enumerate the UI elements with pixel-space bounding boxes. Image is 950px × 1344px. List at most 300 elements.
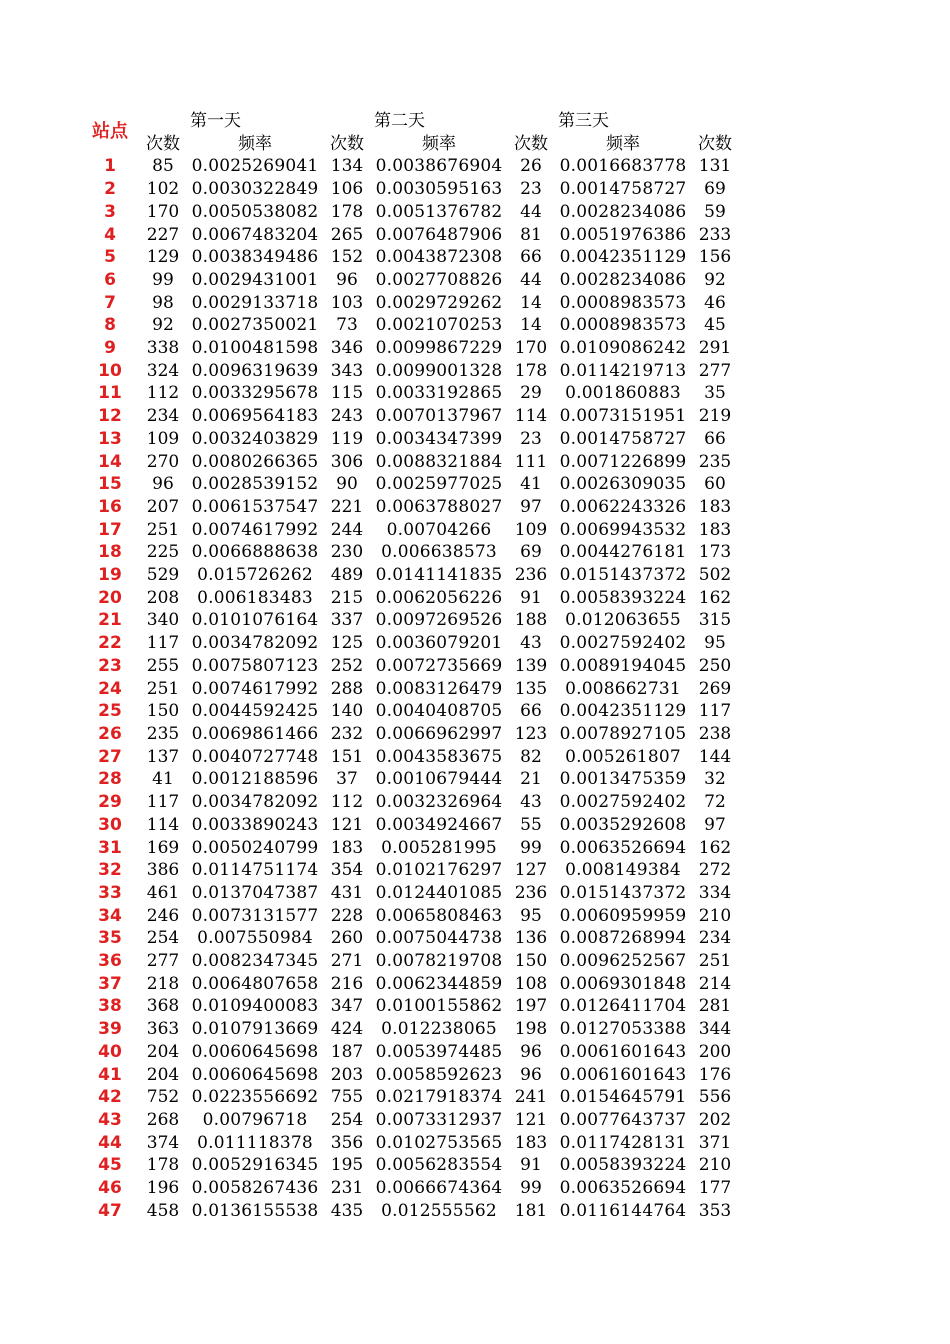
day3-freq-cell[interactable]: 0.008662731 [565,678,681,699]
day2-count-cell[interactable]: 231 [330,1178,364,1199]
day3-freq-cell[interactable]: 0.0014758727 [559,179,687,200]
day3-freq-cell[interactable]: 0.0013475359 [559,769,687,790]
day2-freq-cell[interactable]: 0.005281995 [381,837,497,858]
site-cell[interactable]: 46 [98,1178,122,1199]
day2-count-cell[interactable]: 37 [336,769,358,790]
day1-count-cell[interactable]: 529 [146,565,180,586]
day3-count-cell[interactable]: 139 [514,655,548,676]
day1-count-cell[interactable]: 368 [146,996,180,1017]
site-cell[interactable]: 29 [98,792,122,813]
count-header[interactable]: 次数 [146,133,180,154]
day4-count-cell[interactable]: 238 [698,723,732,744]
day3-freq-cell[interactable]: 0.0073151951 [559,406,687,427]
day2-freq-cell[interactable]: 0.0083126479 [375,678,503,699]
day3-freq-cell[interactable]: 0.0063526694 [559,1178,687,1199]
day3-count-cell[interactable]: 14 [520,315,542,336]
site-cell[interactable]: 17 [98,519,122,540]
day3-count-cell[interactable]: 197 [514,996,548,1017]
day2-freq-cell[interactable]: 0.0029729262 [375,292,503,313]
day2-freq-cell[interactable]: 0.0043872308 [375,247,503,268]
day3-count-cell[interactable]: 109 [514,519,548,540]
day3-count-cell[interactable]: 178 [514,360,548,381]
day4-count-cell[interactable]: 35 [704,383,726,404]
day2-count-cell[interactable]: 288 [330,678,364,699]
day1-freq-cell[interactable]: 0.0101076164 [191,610,319,631]
day4-count-cell[interactable]: 214 [698,973,732,994]
day1-count-cell[interactable]: 268 [146,1109,180,1130]
day3-count-cell[interactable]: 44 [520,269,542,290]
day2-count-cell[interactable]: 183 [330,837,364,858]
day1-freq-cell[interactable]: 0.0030322849 [191,179,319,200]
day2-freq-cell[interactable]: 0.0027708826 [375,269,503,290]
day1-freq-cell[interactable]: 0.006183483 [197,587,313,608]
day2-freq-cell[interactable]: 0.0033192865 [375,383,503,404]
day1-count-cell[interactable]: 102 [146,179,180,200]
day1-freq-cell[interactable]: 0.0050240799 [191,837,319,858]
day1-count-cell[interactable]: 234 [146,406,180,427]
day2-count-cell[interactable]: 73 [336,315,358,336]
day1-freq-cell[interactable]: 0.0136155538 [191,1200,319,1221]
day2-count-cell[interactable]: 125 [330,633,364,654]
day2-freq-cell[interactable]: 0.0051376782 [375,201,503,222]
day3-freq-cell[interactable]: 0.0051976386 [559,224,687,245]
site-cell[interactable]: 43 [98,1109,122,1130]
day1-freq-cell[interactable]: 0.0074617992 [191,519,319,540]
day3-freq-cell[interactable]: 0.001860883 [565,383,681,404]
day1-freq-cell[interactable]: 0.0038349486 [191,247,319,268]
day2-freq-cell[interactable]: 0.0021070253 [375,315,503,336]
day1-freq-cell[interactable]: 0.0066888638 [191,542,319,563]
day4-count-cell[interactable]: 46 [704,292,726,313]
day4-count-cell[interactable]: 183 [698,496,732,517]
site-cell[interactable]: 20 [98,587,122,608]
day3-count-cell[interactable]: 99 [520,837,542,858]
day3-count-cell[interactable]: 43 [520,633,542,654]
day2-count-cell[interactable]: 243 [330,406,364,427]
day4-count-cell[interactable]: 502 [698,565,732,586]
day3-count-cell[interactable]: 123 [514,723,548,744]
day3-freq-cell[interactable]: 0.0061601643 [559,1064,687,1085]
day1-freq-cell[interactable]: 0.0107913669 [191,1019,319,1040]
site-cell[interactable]: 6 [104,269,116,290]
day1-count-cell[interactable]: 178 [146,1155,180,1176]
day3-count-cell[interactable]: 43 [520,792,542,813]
day2-freq-cell[interactable]: 0.0043583675 [375,746,503,767]
site-cell[interactable]: 37 [98,973,122,994]
day3-count-cell[interactable]: 181 [514,1200,548,1221]
site-cell[interactable]: 9 [104,338,116,359]
day2-count-cell[interactable]: 265 [330,224,364,245]
day1-freq-cell[interactable]: 0.0040727748 [191,746,319,767]
day1-count-cell[interactable]: 150 [146,701,180,722]
day1-freq-cell[interactable]: 0.0069861466 [191,723,319,744]
day2-freq-cell[interactable]: 0.0217918374 [375,1087,503,1108]
day1-freq-cell[interactable]: 0.0074617992 [191,678,319,699]
day2-freq-cell[interactable]: 0.0072735669 [375,655,503,676]
day1-count-cell[interactable]: 374 [146,1132,180,1153]
day4-count-cell[interactable]: 69 [704,179,726,200]
day3-freq-cell[interactable]: 0.0044276181 [559,542,687,563]
day3-count-cell[interactable]: 82 [520,746,542,767]
day4-count-cell[interactable]: 117 [698,701,732,722]
day2-freq-cell[interactable]: 0.012238065 [381,1019,497,1040]
day3-freq-cell[interactable]: 0.0008983573 [559,315,687,336]
day3-freq-cell[interactable]: 0.012063655 [565,610,681,631]
day1-count-cell[interactable]: 96 [152,474,174,495]
day3-count-cell[interactable]: 170 [514,338,548,359]
day3-count-cell[interactable]: 111 [514,451,548,472]
day3-count-cell[interactable]: 81 [520,224,542,245]
day2-freq-cell[interactable]: 0.0062344859 [375,973,503,994]
day4-count-cell[interactable]: 97 [704,814,726,835]
day3-freq-cell[interactable]: 0.0087268994 [559,928,687,949]
day2-count-cell[interactable]: 271 [330,951,364,972]
day2-freq-cell[interactable]: 0.0062056226 [375,587,503,608]
day3-count-cell[interactable]: 23 [520,428,542,449]
site-cell[interactable]: 15 [98,474,122,495]
day4-count-cell[interactable]: 315 [698,610,732,631]
site-cell[interactable]: 36 [98,951,122,972]
day1-count-cell[interactable]: 386 [146,860,180,881]
count-header[interactable]: 次数 [330,133,364,154]
day2-count-cell[interactable]: 96 [336,269,358,290]
day3-freq-cell[interactable]: 0.0078927105 [559,723,687,744]
day1-count-cell[interactable]: 204 [146,1064,180,1085]
day1-freq-cell[interactable]: 0.0058267436 [191,1178,319,1199]
day2-freq-cell[interactable]: 0.0040408705 [375,701,503,722]
day2-freq-cell[interactable]: 0.006638573 [381,542,497,563]
day4-count-cell[interactable]: 162 [698,587,732,608]
day2-count-cell[interactable]: 134 [330,156,364,177]
day4-count-cell[interactable]: 176 [698,1064,732,1085]
day4-count-cell[interactable]: 92 [704,269,726,290]
day2-count-cell[interactable]: 178 [330,201,364,222]
day3-count-cell[interactable]: 99 [520,1178,542,1199]
day1-freq-cell[interactable]: 0.0082347345 [191,951,319,972]
day2-count-cell[interactable]: 354 [330,860,364,881]
day3-count-cell[interactable]: 108 [514,973,548,994]
day1-freq-cell[interactable]: 0.015726262 [197,565,313,586]
day1-count-cell[interactable]: 98 [152,292,174,313]
day1-freq-cell[interactable]: 0.0012188596 [191,769,319,790]
day2-count-cell[interactable]: 195 [330,1155,364,1176]
day3-count-cell[interactable]: 26 [520,156,542,177]
day1-count-cell[interactable]: 112 [146,383,180,404]
day2-freq-cell[interactable]: 0.0034924667 [375,814,503,835]
day2-freq-cell[interactable]: 0.0070137967 [375,406,503,427]
day1-count-cell[interactable]: 277 [146,951,180,972]
day2-count-cell[interactable]: 254 [330,1109,364,1130]
day2-count-cell[interactable]: 435 [330,1200,364,1221]
day2-count-cell[interactable]: 216 [330,973,364,994]
day3-count-cell[interactable]: 236 [514,882,548,903]
day3-freq-cell[interactable]: 0.0151437372 [559,882,687,903]
day1-count-cell[interactable]: 251 [146,678,180,699]
site-cell[interactable]: 18 [98,542,122,563]
day4-count-cell[interactable]: 272 [698,860,732,881]
day1-freq-cell[interactable]: 0.0029133718 [191,292,319,313]
day3-freq-cell[interactable]: 0.0027592402 [559,792,687,813]
day3-count-cell[interactable]: 55 [520,814,542,835]
day1-freq-cell[interactable]: 0.0073131577 [191,905,319,926]
day2-count-cell[interactable]: 431 [330,882,364,903]
day1-freq-cell[interactable]: 0.0067483204 [191,224,319,245]
day1-count-cell[interactable]: 117 [146,633,180,654]
day3-freq-cell[interactable]: 0.0026309035 [559,474,687,495]
day1-freq-cell[interactable]: 0.0032403829 [191,428,319,449]
day3-freq-cell[interactable]: 0.0008983573 [559,292,687,313]
day2-freq-cell[interactable]: 0.00704266 [386,519,492,540]
day3-freq-cell[interactable]: 0.0014758727 [559,428,687,449]
day3-freq-cell[interactable]: 0.0077643737 [559,1109,687,1130]
day2-freq-cell[interactable]: 0.0124401085 [375,882,503,903]
day2-count-cell[interactable]: 215 [330,587,364,608]
day1-freq-cell[interactable]: 0.0052916345 [191,1155,319,1176]
site-cell[interactable]: 33 [98,882,122,903]
day3-freq-cell[interactable]: 0.0063526694 [559,837,687,858]
day2-count-cell[interactable]: 140 [330,701,364,722]
day4-count-cell[interactable]: 177 [698,1178,732,1199]
day3-count-cell[interactable]: 96 [520,1041,542,1062]
freq-header[interactable]: 频率 [422,133,456,154]
day3-freq-cell[interactable]: 0.0028234086 [559,269,687,290]
day1-count-cell[interactable]: 170 [146,201,180,222]
day4-count-cell[interactable]: 219 [698,406,732,427]
day2-freq-cell[interactable]: 0.0025977025 [375,474,503,495]
site-cell[interactable]: 41 [98,1064,122,1085]
day2-count-cell[interactable]: 230 [330,542,364,563]
day1-freq-cell[interactable]: 0.0061537547 [191,496,319,517]
day3-count-cell[interactable]: 135 [514,678,548,699]
site-cell[interactable]: 1 [104,156,116,177]
site-cell[interactable]: 47 [98,1200,122,1221]
day1-freq-cell[interactable]: 0.0029431001 [191,269,319,290]
day4-count-cell[interactable]: 60 [704,474,726,495]
day2-count-cell[interactable]: 424 [330,1019,364,1040]
day4-count-cell[interactable]: 235 [698,451,732,472]
day3-count-cell[interactable]: 66 [520,247,542,268]
day4-count-cell[interactable]: 344 [698,1019,732,1040]
day4-count-cell[interactable]: 250 [698,655,732,676]
day2-count-cell[interactable]: 106 [330,179,364,200]
day3-count-cell[interactable]: 69 [520,542,542,563]
day1-freq-cell[interactable]: 0.0060645698 [191,1041,319,1062]
day1-count-cell[interactable]: 109 [146,428,180,449]
day1-header[interactable] [190,110,320,133]
day4-count-cell[interactable]: 202 [698,1109,732,1130]
day1-freq-cell[interactable]: 0.0069564183 [191,406,319,427]
day4-count-cell[interactable]: 95 [704,633,726,654]
day2-freq-cell[interactable]: 0.0063788027 [375,496,503,517]
site-cell[interactable]: 21 [98,610,122,631]
day3-freq-cell[interactable]: 0.0154645791 [559,1087,687,1108]
day3-count-cell[interactable]: 96 [520,1064,542,1085]
day3-freq-cell[interactable]: 0.0126411704 [559,996,687,1017]
day1-freq-cell[interactable]: 0.0064807658 [191,973,319,994]
day1-freq-cell[interactable]: 0.0044592425 [191,701,319,722]
day2-count-cell[interactable]: 152 [330,247,364,268]
day2-count-cell[interactable]: 228 [330,905,364,926]
day2-count-cell[interactable]: 356 [330,1132,364,1153]
site-cell[interactable]: 16 [98,496,122,517]
day3-freq-cell[interactable]: 0.0042351129 [559,701,687,722]
day4-count-cell[interactable]: 144 [698,746,732,767]
day1-freq-cell[interactable]: 0.011118378 [197,1132,313,1153]
site-cell[interactable]: 11 [98,383,122,404]
day1-freq-cell[interactable]: 0.0096319639 [191,360,319,381]
site-cell[interactable]: 2 [104,179,116,200]
day4-count-cell[interactable]: 291 [698,338,732,359]
day3-freq-cell[interactable]: 0.0089194045 [559,655,687,676]
site-cell[interactable]: 42 [98,1087,122,1108]
day1-count-cell[interactable]: 270 [146,451,180,472]
day3-freq-cell[interactable]: 0.0058393224 [559,1155,687,1176]
site-cell[interactable]: 14 [98,451,122,472]
site-cell[interactable]: 45 [98,1155,122,1176]
day2-freq-cell[interactable]: 0.0088321884 [375,451,503,472]
day3-count-cell[interactable]: 136 [514,928,548,949]
freq-header[interactable]: 频率 [238,133,272,154]
day3-freq-cell[interactable]: 0.0069301848 [559,973,687,994]
site-cell[interactable]: 12 [98,406,122,427]
day1-count-cell[interactable]: 204 [146,1041,180,1062]
day2-header[interactable] [374,110,504,133]
day3-count-cell[interactable]: 241 [514,1087,548,1108]
day3-count-cell[interactable]: 66 [520,701,542,722]
day4-count-cell[interactable]: 131 [698,156,732,177]
site-cell[interactable]: 24 [98,678,122,699]
day4-count-cell[interactable]: 210 [698,905,732,926]
day2-freq-cell[interactable]: 0.0073312937 [375,1109,503,1130]
freq-header[interactable]: 频率 [606,133,640,154]
day1-freq-cell[interactable]: 0.0028539152 [191,474,319,495]
day2-count-cell[interactable]: 337 [330,610,364,631]
day3-count-cell[interactable]: 183 [514,1132,548,1153]
day3-count-cell[interactable]: 21 [520,769,542,790]
day3-count-cell[interactable]: 188 [514,610,548,631]
site-cell[interactable]: 8 [104,315,116,336]
day2-freq-cell[interactable]: 0.0099867229 [375,338,503,359]
day2-freq-cell[interactable]: 0.0066674364 [375,1178,503,1199]
day1-count-cell[interactable]: 254 [146,928,180,949]
day2-count-cell[interactable]: 112 [330,792,364,813]
day1-freq-cell[interactable]: 0.0075807123 [191,655,319,676]
site-cell[interactable]: 19 [98,565,122,586]
day3-freq-cell[interactable]: 0.0069943532 [559,519,687,540]
site-cell[interactable]: 13 [98,428,122,449]
day4-count-cell[interactable]: 277 [698,360,732,381]
site-cell[interactable]: 39 [98,1019,122,1040]
day3-freq-cell[interactable]: 0.0035292608 [559,814,687,835]
count-header[interactable]: 次数 [514,133,548,154]
day2-freq-cell[interactable]: 0.0038676904 [375,156,503,177]
day2-count-cell[interactable]: 252 [330,655,364,676]
day4-count-cell[interactable]: 334 [698,882,732,903]
site-cell[interactable]: 10 [98,360,122,381]
site-cell[interactable]: 28 [98,769,122,790]
day3-count-cell[interactable]: 97 [520,496,542,517]
day1-count-cell[interactable]: 169 [146,837,180,858]
day4-count-cell[interactable]: 210 [698,1155,732,1176]
day4-count-cell[interactable]: 32 [704,769,726,790]
day1-freq-cell[interactable]: 0.007550984 [197,928,313,949]
day4-count-cell[interactable]: 556 [698,1087,732,1108]
day4-count-cell[interactable]: 371 [698,1132,732,1153]
day3-freq-cell[interactable]: 0.0151437372 [559,565,687,586]
day1-freq-cell[interactable]: 0.0033295678 [191,383,319,404]
day3-freq-cell[interactable]: 0.0071226899 [559,451,687,472]
day2-count-cell[interactable]: 221 [330,496,364,517]
day2-freq-cell[interactable]: 0.0097269526 [375,610,503,631]
day1-count-cell[interactable]: 137 [146,746,180,767]
day3-freq-cell[interactable]: 0.0096252567 [559,951,687,972]
day4-count-cell[interactable]: 162 [698,837,732,858]
day1-count-cell[interactable]: 458 [146,1200,180,1221]
day1-count-cell[interactable]: 85 [152,156,174,177]
day2-count-cell[interactable]: 260 [330,928,364,949]
day4-count-cell[interactable]: 200 [698,1041,732,1062]
day3-count-cell[interactable]: 44 [520,201,542,222]
day1-count-cell[interactable]: 218 [146,973,180,994]
day2-count-cell[interactable]: 306 [330,451,364,472]
day3-freq-cell[interactable]: 0.0061601643 [559,1041,687,1062]
day2-freq-cell[interactable]: 0.0102753565 [375,1132,503,1153]
day1-freq-cell[interactable]: 0.0080266365 [191,451,319,472]
day1-count-cell[interactable]: 324 [146,360,180,381]
day1-freq-cell[interactable]: 0.00796718 [202,1109,308,1130]
day2-count-cell[interactable]: 151 [330,746,364,767]
day3-header[interactable] [558,110,688,133]
day3-count-cell[interactable]: 41 [520,474,542,495]
site-cell[interactable]: 40 [98,1041,122,1062]
day2-freq-cell[interactable]: 0.0066962997 [375,723,503,744]
day1-count-cell[interactable]: 99 [152,269,174,290]
day1-count-cell[interactable]: 363 [146,1019,180,1040]
day3-freq-cell[interactable]: 0.005261807 [565,746,681,767]
day1-freq-cell[interactable]: 0.0114751174 [191,860,319,881]
day1-freq-cell[interactable]: 0.0034782092 [191,633,319,654]
day1-freq-cell[interactable]: 0.0223556692 [191,1087,319,1108]
day2-freq-cell[interactable]: 0.0010679444 [375,769,503,790]
day3-count-cell[interactable]: 14 [520,292,542,313]
day3-freq-cell[interactable]: 0.0016683778 [559,156,687,177]
day4-count-cell[interactable]: 66 [704,428,726,449]
site-cell[interactable]: 31 [98,837,122,858]
site-cell[interactable]: 35 [98,928,122,949]
site-cell[interactable]: 22 [98,633,122,654]
day1-count-cell[interactable]: 246 [146,905,180,926]
site-cell[interactable]: 34 [98,905,122,926]
day3-count-cell[interactable]: 198 [514,1019,548,1040]
day2-count-cell[interactable]: 121 [330,814,364,835]
day1-count-cell[interactable]: 41 [152,769,174,790]
site-cell[interactable]: 27 [98,746,122,767]
day4-count-cell[interactable]: 234 [698,928,732,949]
day2-freq-cell[interactable]: 0.0100155862 [375,996,503,1017]
day3-freq-cell[interactable]: 0.0117428131 [559,1132,687,1153]
day2-count-cell[interactable]: 203 [330,1064,364,1085]
day1-count-cell[interactable]: 752 [146,1087,180,1108]
day2-count-cell[interactable]: 232 [330,723,364,744]
day1-count-cell[interactable]: 196 [146,1178,180,1199]
site-cell[interactable]: 23 [98,655,122,676]
site-header[interactable]: 站点 [92,121,128,143]
day2-freq-cell[interactable]: 0.0078219708 [375,951,503,972]
day3-freq-cell[interactable]: 0.0027592402 [559,633,687,654]
day2-count-cell[interactable]: 347 [330,996,364,1017]
site-cell[interactable]: 4 [104,224,116,245]
day4-count-cell[interactable]: 156 [698,247,732,268]
